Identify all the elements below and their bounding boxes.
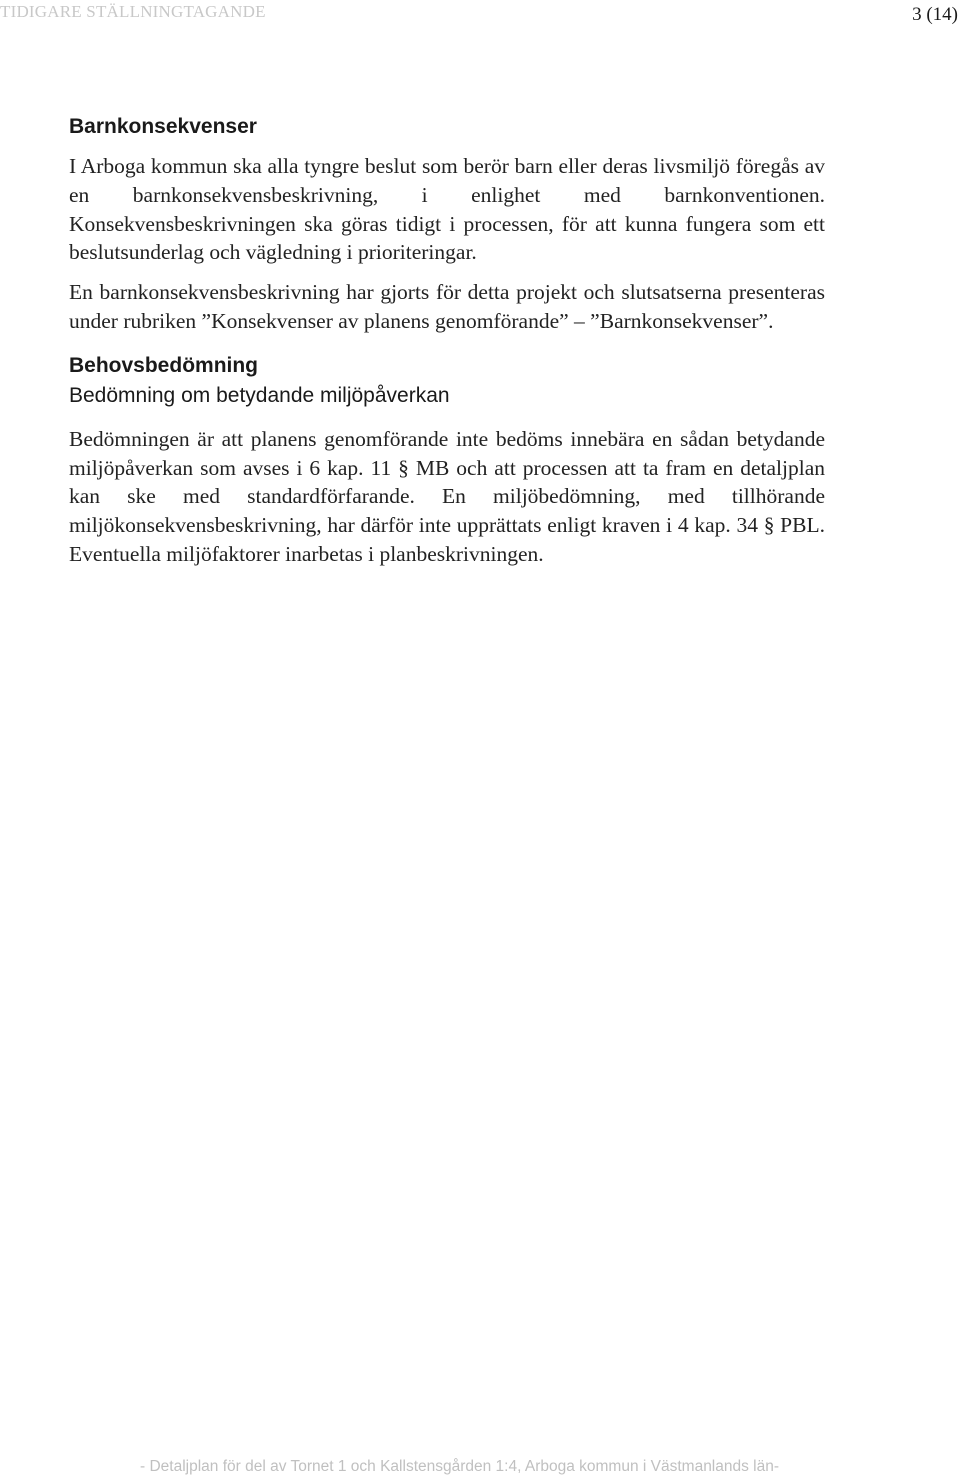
section-heading-barnkonsekvenser: Barnkonsekvenser <box>69 115 257 138</box>
paragraph-barnkonsekvenser-1: I Arboga kommun ska alla tyngre beslut som berör barn eller deras livsmiljö föregås av en barnkonsekvensbeskrivning, i enlighet med barnkonventionen. Konsekvensbeskrivningen ska göras tidigt i processen, för att kunna fungera som ett beslutsunderlag och vägledning i prioriteringar. <box>69 154 825 265</box>
paragraph-behovsbedomning-1: Bedömningen är att planens genomförande inte bedöms innebära en sådan betydande miljöpåverkan som avses i 6 kap. 11 § MB och att processen att ta fram en detaljplan kan ske med standardförfarande. En miljöbedömning, med tillhörande miljökonsekvensbeskrivning, har därför inte upprättats enligt kraven i 4 kap. 34 § PBL. Eventuella miljöfaktorer inarbetas i planbeskrivningen. <box>69 426 825 566</box>
paragraph-barnkonsekvenser-2: En barnkonsekvensbeskrivning har gjorts för detta projekt och slutsatserna presenteras under rubriken ”Konsekvenser av planens genomförande” – ”Barnkonsekvenser”. <box>69 280 825 333</box>
subheading-betydande-miljopaverkan: Bedömning om betydande miljöpåverkan <box>69 383 450 407</box>
document-body <box>69 113 825 569</box>
page-footer: - Detaljplan för del av Tornet 1 och Kallstensgården 1:4, Arboga kommun i Västmanlands län- <box>140 1458 780 1475</box>
document-status-header: TIDIGARE STÄLLNINGTAGANDE <box>0 2 266 21</box>
page-number: 3 (14) <box>912 4 958 25</box>
section-heading-behovsbedomning: Behovsbedömning <box>69 353 259 377</box>
